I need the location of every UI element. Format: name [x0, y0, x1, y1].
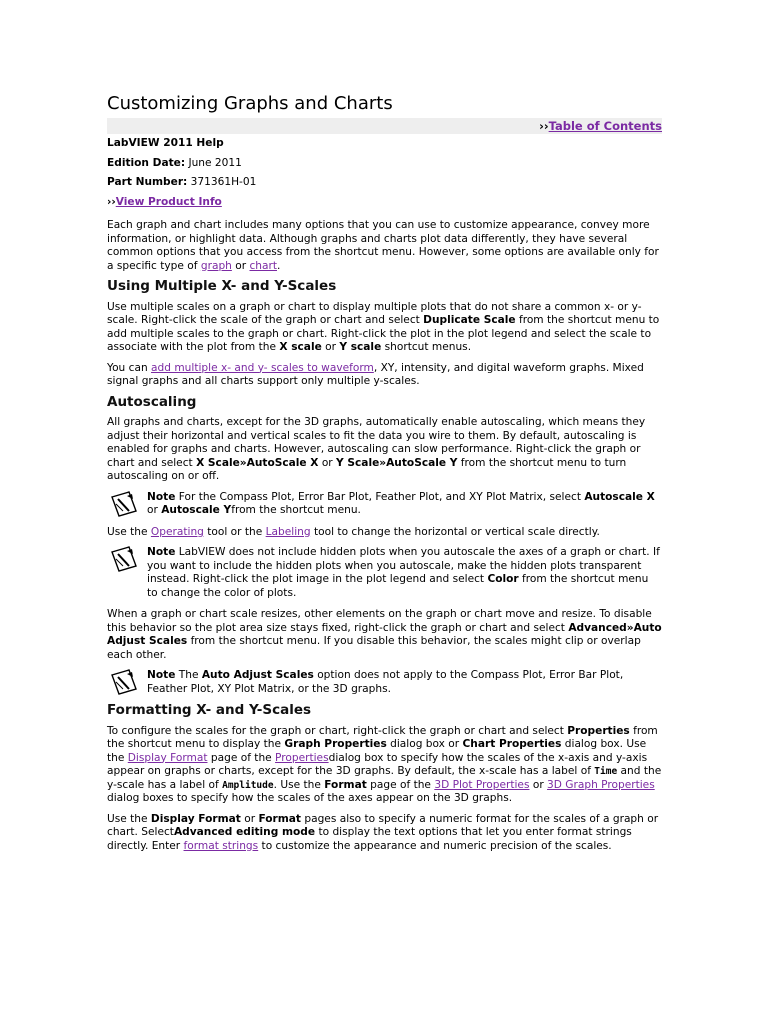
- chart-link[interactable]: chart: [249, 259, 278, 272]
- intro-paragraph: Each graph and chart includes many options that you can use to customize appearance, convey more information, or highlight data. Although graphs and charts plot data differently, they have several common options that you access from the shortcut menu. However, some options are available only for a specific type of graph or chart.: [107, 219, 659, 272]
- part-number: Part Number: 371361H-01: [107, 176, 257, 188]
- properties-link[interactable]: Properties: [275, 751, 329, 764]
- operating-link[interactable]: Operating: [150, 525, 204, 538]
- note-pencil-icon: [109, 490, 139, 518]
- labeling-link[interactable]: Labeling: [265, 525, 311, 538]
- paragraph: All graphs and charts, except for the 3D graphs, automatically enable autoscaling, which means they adjust their horizontal and vertical scales to fit the data you wire to them. By default, autoscaling is enabled for graphs and charts. However, autoscaling can slow performance. Right-click the graph or chart and select X Scale»AutoScale X or Y Scale»AutoScale Y from the shortcut menu to turn autoscaling on or off.: [107, 416, 646, 482]
- note: Note The Auto Adjust Scales option does not apply to the Compass Plot, Error Bar Plot, Feather Plot, XY Plot Matrix, or the 3D graphs.: [107, 669, 662, 696]
- paragraph: You can add multiple x- and y- scales to waveform, XY, intensity, and digital waveform graphs. Mixed signal graphs and all charts support only multiple y-scales.: [107, 361, 644, 387]
- section-heading-formatting-scales: Formatting X- and Y-Scales: [107, 702, 312, 718]
- view-product-info-link[interactable]: View Product Info: [115, 195, 222, 208]
- section-heading-autoscaling: Autoscaling: [107, 393, 197, 410]
- 3d-plot-properties-link[interactable]: 3D Plot Properties: [434, 778, 530, 791]
- edition-date: Edition Date: June 2011: [107, 156, 242, 169]
- note-pencil-icon: [109, 668, 139, 696]
- graph-link[interactable]: graph: [200, 259, 232, 272]
- paragraph: When a graph or chart scale resizes, other elements on the graph or chart move and resize. To disable this behavior so the plot area size stays fixed, right-click the graph or chart and select Advanced»Auto Adjust Scales from the shortcut menu. If you disable this behavior, the scales might clip or overlap each other.: [107, 608, 662, 661]
- product-name: LabVIEW 2011 Help: [107, 137, 224, 149]
- paragraph: To configure the scales for the graph or chart, right-click the graph or chart and select Properties from the shortcut menu to display the Graph Properties dialog box or Chart Properties dialog box. Use the Display Format page of the Propertiesdialog box to specify how the scales of the x-axis and y-axis appear on graphs or charts, except for the 3D graphs. By default, the x-scale has a label of Time and the y-scale has a label of Amplitude. Use the Format page of the 3D Plot Properties or 3D Graph Properties dialog boxes to specify how the scales of the axes appear on the 3D graphs.: [107, 724, 662, 804]
- toc-arrows: ››: [539, 119, 549, 133]
- paragraph: Use multiple scales on a graph or chart to display multiple plots that do not share a common x- or y-scale. Right-click the scale of the graph or chart and select Duplicate Scale from the shortcut menu to add multiple scales to the graph or chart. Right-click the plot in the plot legend and select the scale to associate with the plot from the X scale or Y scale shortcut menus.: [107, 300, 660, 353]
- page-title: Customizing Graphs and Charts: [107, 93, 393, 114]
- section-heading-multiple-scales: Using Multiple X- and Y-Scales: [107, 278, 337, 294]
- display-format-link[interactable]: Display Format: [127, 751, 208, 764]
- format-strings-link[interactable]: format strings: [183, 839, 259, 852]
- note: Note LabVIEW does not include hidden plots when you autoscale the axes of a graph or chart. If you want to include the hidden plots when you autoscale, make the hidden plots transparent instead. Right-click the plot image in the plot legend and select Color from the shortcut menu to change the color of plots.: [107, 546, 662, 600]
- note-pencil-icon: [109, 545, 139, 573]
- paragraph: Use the Operating tool or the Labeling tool to change the horizontal or vertical scale directly.: [107, 525, 600, 538]
- note: Note For the Compass Plot, Error Bar Plot, Feather Plot, and XY Plot Matrix, select Autoscale X or Autoscale Yfrom the shortcut menu.: [107, 491, 662, 518]
- add-multiple-scales-link[interactable]: add multiple x- and y- scales to waveform: [151, 361, 374, 374]
- 3d-graph-properties-link[interactable]: 3D Graph Properties: [547, 778, 655, 791]
- paragraph: Use the Display Format or Format pages also to specify a numeric format for the scales of a graph or chart. SelectAdvanced editing mode to display the text options that let you enter format strings directly. Enter format strings to customize the appearance and numeric precision of the scales.: [107, 812, 659, 852]
- content: [107, 137, 662, 860]
- view-product-info: ››View Product Info: [107, 195, 222, 208]
- table-of-contents-link[interactable]: Table of Contents: [548, 119, 662, 133]
- toc-bar: [107, 118, 662, 134]
